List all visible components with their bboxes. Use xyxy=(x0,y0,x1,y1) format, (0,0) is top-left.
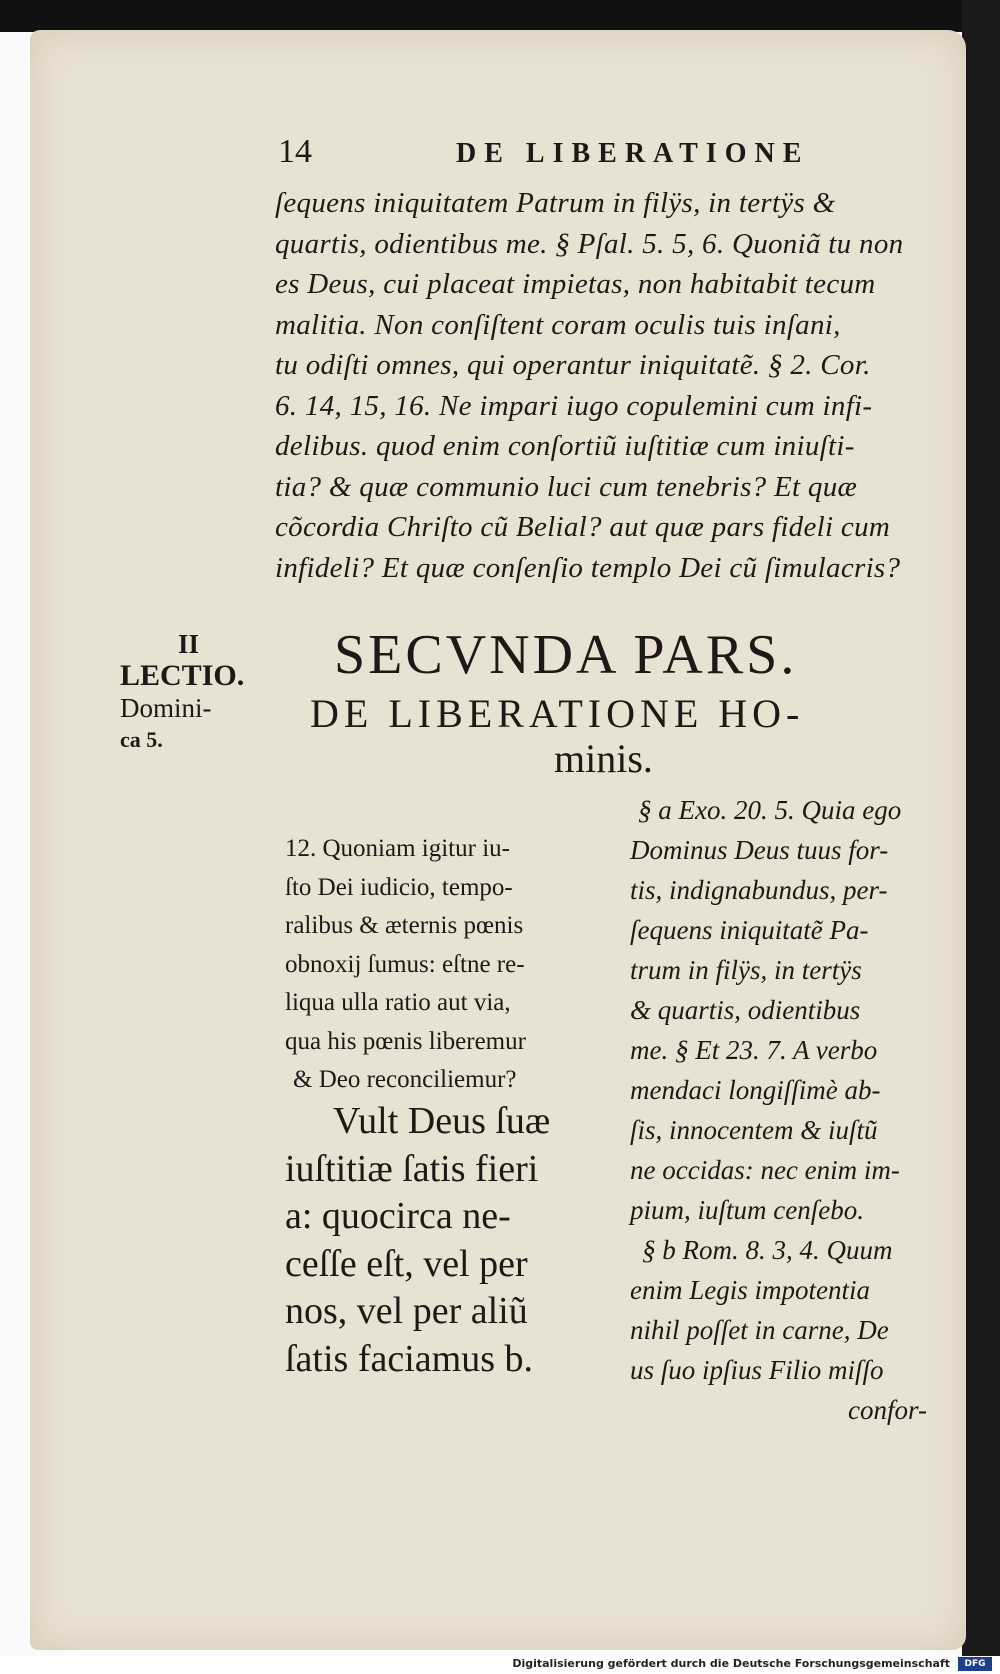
note-line: trum in filÿs, in tertÿs xyxy=(630,955,862,985)
margin-note-line: Domini- xyxy=(120,693,212,723)
scan-top-border xyxy=(0,0,1000,32)
question-line: 12. Quoniam igitur iu- xyxy=(285,835,510,862)
text-line: ſequens iniquitatem Patrum in filÿs, in tertÿs & xyxy=(275,187,836,219)
note-line: us ſuo ipſius Filio miſſo xyxy=(630,1355,884,1385)
answer-line: Vult Deus ſuæ xyxy=(333,1100,551,1142)
text-line: quartis, odientibus me. § Pſal. 5. 5, 6. Quoniã tu non xyxy=(275,227,904,260)
note-line: me. § Et 23. 7. A verbo xyxy=(630,1035,878,1065)
text-line: tia? & quæ communio luci cum tenebris? Et quæ xyxy=(275,470,858,503)
answer-line: a: quocirca ne- xyxy=(285,1195,511,1237)
running-title: DE LIBERATIONE xyxy=(456,138,810,169)
note-line: confor- xyxy=(848,1395,927,1425)
note-line: ne occidas: nec enim im- xyxy=(630,1155,900,1185)
note-line: enim Legis impotentia xyxy=(630,1275,870,1305)
text-line: tu odiſti omnes, qui operantur iniquitatẽ. § 2. Cor. xyxy=(275,349,871,381)
answer-line: iuſtitiæ ſatis fieri xyxy=(285,1147,539,1190)
marginal-notes-column xyxy=(630,790,960,1430)
footer-credit: Digitalisierung gefördert durch die Deutsche Forschungsgemeinschaft xyxy=(512,1657,950,1670)
note-line: pium, iuſtum cenſebo. xyxy=(630,1195,864,1225)
question-paragraph xyxy=(285,830,615,1100)
question-line: qua his pœnis liberemur xyxy=(285,1027,526,1055)
margin-note-line: LECTIO. xyxy=(120,659,245,692)
question-line: ſto Dei iudicio, tempo- xyxy=(285,873,513,901)
margin-note xyxy=(120,628,272,756)
text-line: cõcordia Chriſto cũ Belial? aut quæ pars fideli cum xyxy=(275,511,891,543)
margin-note-line: ca 5. xyxy=(120,727,163,752)
note-line: § a Exo. 20. 5. Quia ego xyxy=(638,795,902,825)
answer-line: nos, vel per aliũ xyxy=(285,1290,528,1332)
note-line: & quartis, odientibus xyxy=(630,995,861,1025)
question-line: liqua ulla ratio aut via, xyxy=(285,989,511,1016)
section-subtitle-continuation: minis. xyxy=(554,736,653,781)
question-line: obnoxij ſumus: eſtne re- xyxy=(285,950,525,978)
note-line: tis, indignabundus, per- xyxy=(630,875,888,905)
section-subtitle: DE LIBERATIONE HO- xyxy=(310,691,805,736)
answer-line: ſatis faciamus b. xyxy=(285,1337,533,1380)
question-line: & Deo reconciliemur? xyxy=(293,1066,517,1093)
scan-right-border xyxy=(962,0,1000,1660)
answer-paragraph xyxy=(285,1098,605,1383)
text-line: es Deus, cui placeat impietas, non habitabit tecum xyxy=(275,268,876,300)
note-line: Dominus Deus tuus for- xyxy=(630,835,889,865)
question-line: ralibus & æternis pœnis xyxy=(285,912,524,939)
text-line: delibus. quod enim conſortiũ iuſtitiæ cum iniuſti- xyxy=(275,430,855,462)
note-line: ſequens iniquitatẽ Pa- xyxy=(630,915,869,945)
note-line: mendaci longiſſimè ab- xyxy=(630,1075,881,1105)
note-line: § b Rom. 8. 3, 4. Quum xyxy=(642,1235,893,1265)
margin-note-line: II xyxy=(178,629,200,659)
note-line: nihil poſſet in carne, De xyxy=(630,1315,889,1345)
text-line: infideli? Et quæ conſenſio templo Dei cũ ſimulacris? xyxy=(275,551,901,584)
note-line: ſis, innocentem & iuſtũ xyxy=(630,1115,878,1145)
text-line: malitia. Non conſiſtent coram oculis tuis inſani, xyxy=(275,308,841,341)
answer-line: ceſſe eſt, vel per xyxy=(285,1242,528,1285)
text-line: 6. 14, 15, 16. Ne impari iugo copulemini cum infi- xyxy=(275,389,873,422)
dfg-logo: DFG xyxy=(958,1657,992,1671)
page-number: 14 xyxy=(278,133,312,170)
top-text-block xyxy=(275,183,945,588)
section-title: SECVNDA PARS. xyxy=(334,624,798,686)
